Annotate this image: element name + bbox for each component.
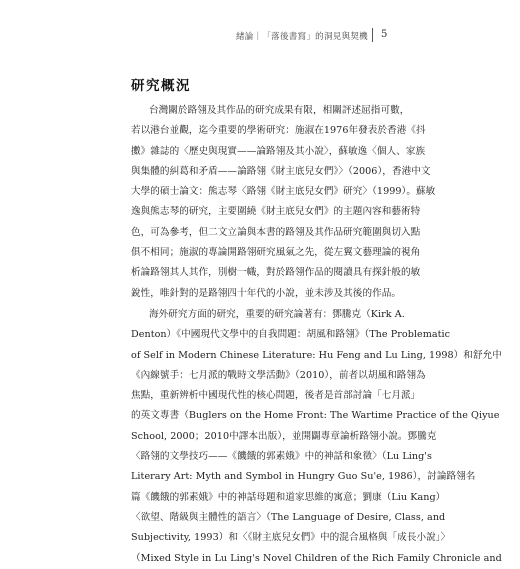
text-line: 的英文專書（Buglers on the Home Front: The Wartime Practice of the Qiyue: [131, 410, 500, 422]
text-line: 大學的碩士論文：熊志琴〈路翎《財主底兒女們》研究〉（1999）。蘇敏: [131, 186, 436, 198]
text-line: 銳性，唯針對的是路翎四十年代的小說，並未涉及其後的作品。: [131, 287, 402, 299]
text-line: School, 2000；2010中譯本出版），並開闢專章論析路翎小說。鄧騰克: [131, 430, 437, 442]
text-line: 〈欲望、階級與主體性的語言〉（The Language of Desire, Class, and: [131, 511, 446, 523]
text-line: 擻》雜誌的〈歷史與現實——論路翎及其小說〉，蘇敏逸〈個人、家族: [131, 145, 426, 157]
text-line: 若以港台並觀，迄今重要的學術研究：施淑在1976年發表於香港《抖: [131, 125, 426, 137]
text-line: 篇《饑餓的郭素娥》中的神話母題和道家思維的寓意；劉康（Liu Kang）: [131, 491, 446, 503]
text-line: 〈路翎的文學技巧——《饑餓的郭素娥》中的神話和象徵〉（Lu Ling's: [131, 451, 432, 463]
text-line: 《內線號手：七月派的戰時文學活動》（2010），前者以胡風和路翎為: [131, 369, 426, 381]
body-text: [131, 101, 502, 569]
running-head: [0, 30, 520, 44]
text-line: Literary Art: Myth and Symbol in Hungry Guo Su'e, 1986），討論路翎名: [131, 471, 476, 483]
text-line: 焦點，重新辨析中國現代性的核心問題，後者是首部討論「七月派」: [131, 390, 421, 402]
paragraph-1: [131, 101, 436, 304]
page-number: 5: [381, 29, 388, 40]
text-line: 海外研究方面的研究，重要的研究論著有：鄧騰克（Kirk A.: [149, 308, 405, 320]
text-line: Denton）《中國現代文學中的自我問題：胡風和路翎》（The Problematic: [131, 329, 451, 341]
text-line: 與集體的糾葛和矛盾——論路翎《財主底兒女們》〉（2006），香港中文: [131, 165, 431, 177]
paragraph-2: [131, 305, 502, 569]
text-line: Subjectivity, 1993）和〈《財主底兒女們》中的混合風格與「成長小說」〉: [131, 532, 451, 544]
running-head-title: 緒論｜「落後書寫」的洞見與契機: [235, 32, 368, 42]
text-line: of Self in Modern Chinese Literature: Hu Feng and Lu Ling, 1998）和舒允中: [131, 349, 502, 361]
section-title: 研究概況: [131, 78, 191, 94]
text-line: 析論路翎其人其作，別樹一幟，對於路翎作品的閱讀具有探針般的敏: [131, 267, 421, 279]
text-line: 逸與熊志琴的研究，主要圍繞《財主底兒女們》的主題內容和藝術特: [131, 206, 421, 218]
text-line: 俱不相同；施淑的專論開路翎研究風氣之先，從左翼文藝理論的視角: [131, 247, 421, 259]
text-line: 色，可為參考，但二文立論與本書的路翎及其作品研究範圍與切入點: [131, 226, 421, 238]
text-line: （Mixed Style in Lu Ling's Novel Children of the Rich Family Chronicle and: [131, 552, 502, 564]
running-head-divider: [372, 28, 373, 42]
text-line: 台灣關於路翎及其作品的研究成果有限，相關評述屈指可數，: [149, 105, 410, 116]
